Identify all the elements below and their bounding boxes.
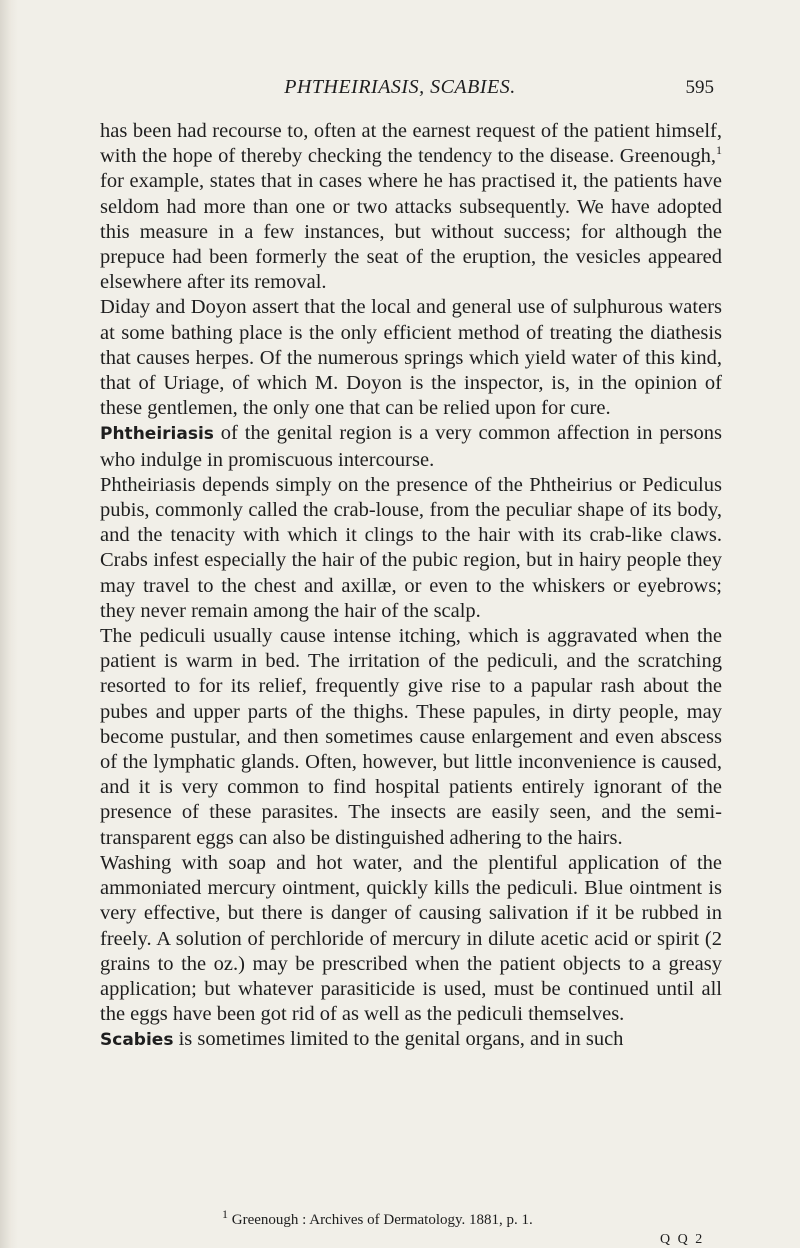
paragraph-text: of the genital region is a very common affection in persons who indulge in promiscuous intercourse. — [100, 422, 722, 471]
footnote-ref: 1 — [716, 143, 722, 158]
paragraph-text: Washing with soap and hot water, and the plentiful application of the ammoniated mercury ointment, quickly kills the pediculi. Blue ointment is very effective, but there is danger of causing salivation if it be rubbed in freely. A solution of perchloride of mercury in dilute acetic acid or spirit (2 grains to the oz.) may be prescribed when the patient objects to a greasy application; but whatever parasiticide is used, must be continued until all the eggs have been got rid of as well as the pediculi themselves. — [100, 851, 722, 1026]
paragraph-text: The pediculi usually cause intense itching, which is aggravated when the patient is warm in bed. The irritation of the pediculi, and the scratching resorted to for its relief, frequently give rise to a papular rash about the pubes and upper parts of the thighs. These papules, in dirty people, may become pustular, and then sometimes cause enlargement and even abscess of the lymphatic glands. Often, however, but little inconvenience is caused, and it is very common to find hospital patients entirely ignorant of the presence of these parasites. The insects are easily seen, and the semi-transparent eggs can also be distinguished adhering to the hairs. — [100, 625, 722, 849]
paragraph-scabies — [100, 1027, 722, 1053]
section-term: Phtheiriasis — [100, 424, 214, 445]
paragraph-phtheiriasis-intro — [100, 421, 722, 472]
running-title: PHTHEIRIASIS, SCABIES. — [284, 76, 516, 98]
paragraph-circumcision — [100, 119, 722, 295]
paragraph-treatment — [100, 851, 722, 1027]
paragraph-text: for example, states that in cases where he has practised it, the patients have seldom had more than one or two attacks subsequently. We have adopted this measure in a few instances, but without success; for although the prepuce had been formerly the seat of the eruption, the vesicles appeared elsewhere after its removal. — [100, 170, 722, 294]
section-term: Scabies — [100, 1030, 174, 1051]
paragraph-text: Phtheiriasis depends simply on the presence of the Phtheirius or Pediculus pubis, commonly called the crab-louse, from the peculiar shape of its body, and the tenacity with which it clings to the hair with its crab-like claws. Crabs infest especially the hair of the pubic region, but in hairy people they may travel to the chest and axillæ, or even to the whiskers or eyebrows; they never remain among the hair of the scalp. — [100, 473, 722, 622]
page-edge-shadow — [0, 0, 18, 1248]
paragraph-text: Diday and Doyon assert that the local and general use of sulphurous waters at some bathing place is the only efficient method of treating the diathesis that causes herpes. Of the numerous springs which yield water of this kind, that of Uriage, of which M. Doyon is the inspector, is, in the opinion of these gentlemen, the only one that can be relied upon for cure. — [100, 296, 722, 420]
footnote-marker: 1 — [222, 1207, 228, 1221]
paragraph-pediculi-symptoms — [100, 624, 722, 851]
paragraph-diday-doyon — [100, 295, 722, 421]
signature-mark: Q Q 2 — [660, 1232, 705, 1247]
footnote — [222, 1207, 722, 1229]
paragraph-text: is sometimes limited to the genital organs, and in such — [173, 1028, 624, 1051]
paragraph-phtheiriasis-cause — [100, 473, 722, 624]
page-header — [0, 76, 800, 106]
footnote-text: Greenough : Archives of Dermatology. 1881, p. 1. — [228, 1212, 533, 1228]
paragraph-text: has been had recourse to, often at the earnest request of the patient himself, with the hope of thereby checking the tendency to the disease. Greenough, — [100, 120, 722, 168]
body-text — [100, 119, 722, 1054]
page-number: 595 — [685, 77, 714, 98]
